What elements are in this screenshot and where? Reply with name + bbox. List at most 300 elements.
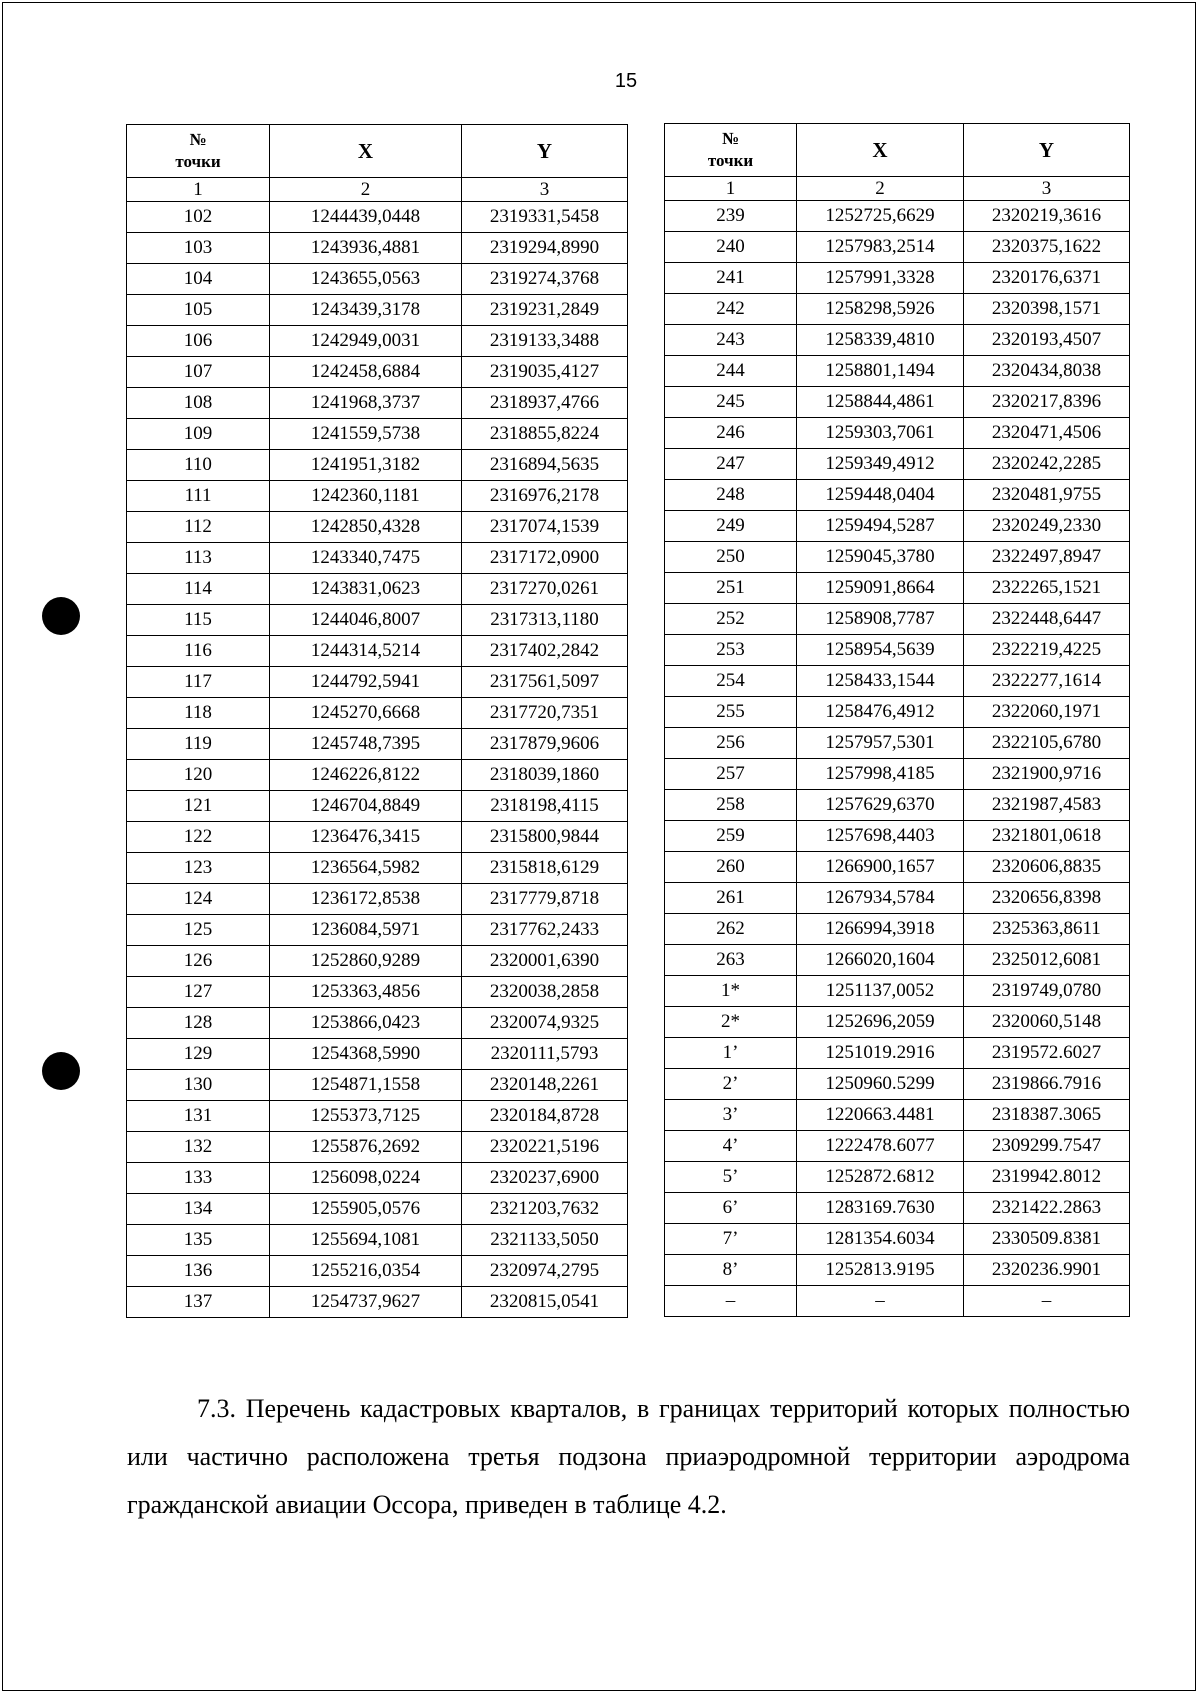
- point-number-cell: 112: [127, 512, 270, 543]
- table-row: [665, 1038, 1130, 1069]
- column-header-point-number: № точки: [665, 124, 797, 177]
- y-coordinate-cell: 2320242,2285: [964, 449, 1130, 480]
- table-row: [127, 1132, 628, 1163]
- table-row: [665, 1286, 1130, 1317]
- table-row: [665, 325, 1130, 356]
- table-row: [665, 945, 1130, 976]
- point-number-cell: 128: [127, 1008, 270, 1039]
- x-coordinate-cell: 1258954,5639: [797, 635, 964, 666]
- point-number-cell: 256: [665, 728, 797, 759]
- point-number-cell: 239: [665, 201, 797, 232]
- y-coordinate-cell: 2317313,1180: [462, 605, 628, 636]
- table-row: [127, 1101, 628, 1132]
- table-row: [127, 636, 628, 667]
- y-coordinate-cell: 2330509.8381: [964, 1224, 1130, 1255]
- y-coordinate-cell: 2322060,1971: [964, 697, 1130, 728]
- x-coordinate-cell: 1244439,0448: [270, 202, 462, 233]
- x-coordinate-cell: 1257991,3328: [797, 263, 964, 294]
- y-coordinate-cell: 2319331,5458: [462, 202, 628, 233]
- y-coordinate-cell: 2320606,8835: [964, 852, 1130, 883]
- point-number-cell: 123: [127, 853, 270, 884]
- y-coordinate-cell: 2318855,8224: [462, 419, 628, 450]
- point-number-cell: 242: [665, 294, 797, 325]
- x-coordinate-cell: 1254871,1558: [270, 1070, 462, 1101]
- y-coordinate-cell: 2322105,6780: [964, 728, 1130, 759]
- y-coordinate-cell: 2320481,9755: [964, 480, 1130, 511]
- table-row: [665, 511, 1130, 542]
- y-coordinate-cell: 2317172,0900: [462, 543, 628, 574]
- table-row: [665, 387, 1130, 418]
- x-coordinate-cell: 1222478.6077: [797, 1131, 964, 1162]
- x-coordinate-cell: 1244792,5941: [270, 667, 462, 698]
- table-row: [127, 481, 628, 512]
- x-coordinate-cell: 1243439,3178: [270, 295, 462, 326]
- x-coordinate-cell: 1258844,4861: [797, 387, 964, 418]
- table-row: [127, 233, 628, 264]
- x-coordinate-cell: 1259091,8664: [797, 573, 964, 604]
- point-number-cell: 4’: [665, 1131, 797, 1162]
- x-coordinate-cell: 1243655,0563: [270, 264, 462, 295]
- table-row: [127, 1225, 628, 1256]
- point-number-cell: 129: [127, 1039, 270, 1070]
- y-coordinate-cell: 2317720,7351: [462, 698, 628, 729]
- point-number-cell: 118: [127, 698, 270, 729]
- y-coordinate-cell: 2320217,8396: [964, 387, 1130, 418]
- table-row: [665, 232, 1130, 263]
- point-number-cell: 134: [127, 1194, 270, 1225]
- x-coordinate-cell: 1255216,0354: [270, 1256, 462, 1287]
- point-number-cell: 251: [665, 573, 797, 604]
- y-coordinate-cell: 2317762,2433: [462, 915, 628, 946]
- x-coordinate-cell: 1253363,4856: [270, 977, 462, 1008]
- y-coordinate-cell: 2319035,4127: [462, 357, 628, 388]
- section-paragraph: [127, 1385, 1130, 1529]
- x-coordinate-cell: 1236172,8538: [270, 884, 462, 915]
- point-number-cell: 130: [127, 1070, 270, 1101]
- y-coordinate-cell: 2320656,8398: [964, 883, 1130, 914]
- x-coordinate-cell: 1254368,5990: [270, 1039, 462, 1070]
- table-row: [665, 1193, 1130, 1224]
- x-coordinate-cell: 1246704,8849: [270, 791, 462, 822]
- table-row: [127, 853, 628, 884]
- y-coordinate-cell: 2322497,8947: [964, 542, 1130, 573]
- x-coordinate-cell: 1259303,7061: [797, 418, 964, 449]
- point-number-cell: 6’: [665, 1193, 797, 1224]
- y-coordinate-cell: 2320060,5148: [964, 1007, 1130, 1038]
- point-number-cell: 122: [127, 822, 270, 853]
- y-coordinate-cell: 2316976,2178: [462, 481, 628, 512]
- y-coordinate-cell: 2317074,1539: [462, 512, 628, 543]
- coordinates-table-left: [126, 124, 628, 1318]
- x-coordinate-cell: 1236084,5971: [270, 915, 462, 946]
- point-number-cell: 104: [127, 264, 270, 295]
- table-row: [665, 1224, 1130, 1255]
- column-number: 3: [462, 178, 628, 202]
- table-row: [127, 1163, 628, 1194]
- point-number-cell: 107: [127, 357, 270, 388]
- column-header-y: Y: [462, 125, 628, 178]
- table-row: [665, 1069, 1130, 1100]
- table-row: [665, 759, 1130, 790]
- y-coordinate-cell: 2318387.3065: [964, 1100, 1130, 1131]
- x-coordinate-cell: 1242360,1181: [270, 481, 462, 512]
- point-number-cell: 2*: [665, 1007, 797, 1038]
- table-row: [665, 542, 1130, 573]
- x-coordinate-cell: 1257698,4403: [797, 821, 964, 852]
- x-coordinate-cell: 1245748,7395: [270, 729, 462, 760]
- x-coordinate-cell: 1259045,3780: [797, 542, 964, 573]
- x-coordinate-cell: –: [797, 1286, 964, 1317]
- x-coordinate-cell: 1242850,4328: [270, 512, 462, 543]
- x-coordinate-cell: 1220663.4481: [797, 1100, 964, 1131]
- table-row: [127, 667, 628, 698]
- point-number-cell: 124: [127, 884, 270, 915]
- table-row: [127, 388, 628, 419]
- y-coordinate-cell: 2321422.2863: [964, 1193, 1130, 1224]
- y-coordinate-cell: 2321900,9716: [964, 759, 1130, 790]
- column-number: 1: [127, 178, 270, 202]
- x-coordinate-cell: 1243936,4881: [270, 233, 462, 264]
- table-row: [127, 326, 628, 357]
- table-row: [127, 977, 628, 1008]
- point-number-cell: 108: [127, 388, 270, 419]
- x-coordinate-cell: 1256098,0224: [270, 1163, 462, 1194]
- column-header-x: X: [270, 125, 462, 178]
- y-coordinate-cell: 2320815,0541: [462, 1287, 628, 1318]
- x-coordinate-cell: 1250960.5299: [797, 1069, 964, 1100]
- y-coordinate-cell: 2319572.6027: [964, 1038, 1130, 1069]
- y-coordinate-cell: 2320148,2261: [462, 1070, 628, 1101]
- y-coordinate-cell: 2320398,1571: [964, 294, 1130, 325]
- x-coordinate-cell: 1266020,1604: [797, 945, 964, 976]
- point-number-cell: 7’: [665, 1224, 797, 1255]
- point-number-cell: 250: [665, 542, 797, 573]
- point-number-cell: 241: [665, 263, 797, 294]
- table-row: [665, 852, 1130, 883]
- table-row: [665, 1100, 1130, 1131]
- y-coordinate-cell: 2319274,3768: [462, 264, 628, 295]
- table-row: [127, 698, 628, 729]
- y-coordinate-cell: 2317270,0261: [462, 574, 628, 605]
- y-coordinate-cell: 2319133,3488: [462, 326, 628, 357]
- point-number-cell: 137: [127, 1287, 270, 1318]
- table-row: [665, 914, 1130, 945]
- x-coordinate-cell: 1253866,0423: [270, 1008, 462, 1039]
- point-number-cell: 132: [127, 1132, 270, 1163]
- y-coordinate-cell: 2309299.7547: [964, 1131, 1130, 1162]
- column-header-x: X: [797, 124, 964, 177]
- y-coordinate-cell: 2320074,9325: [462, 1008, 628, 1039]
- y-coordinate-cell: 2320375,1622: [964, 232, 1130, 263]
- table-row: [665, 480, 1130, 511]
- y-coordinate-cell: 2321133,5050: [462, 1225, 628, 1256]
- x-coordinate-cell: 1236564,5982: [270, 853, 462, 884]
- x-coordinate-cell: 1252725,6629: [797, 201, 964, 232]
- point-number-cell: 127: [127, 977, 270, 1008]
- point-number-cell: 244: [665, 356, 797, 387]
- y-coordinate-cell: 2322448,6447: [964, 604, 1130, 635]
- point-number-cell: 258: [665, 790, 797, 821]
- table-row: [127, 1008, 628, 1039]
- y-coordinate-cell: 2320176,6371: [964, 263, 1130, 294]
- y-coordinate-cell: 2320249,2330: [964, 511, 1130, 542]
- column-number: 2: [270, 178, 462, 202]
- x-coordinate-cell: 1259448,0404: [797, 480, 964, 511]
- x-coordinate-cell: 1258476,4912: [797, 697, 964, 728]
- table-row: [127, 1039, 628, 1070]
- point-number-cell: 1*: [665, 976, 797, 1007]
- table-row: [665, 1007, 1130, 1038]
- table-row: [665, 573, 1130, 604]
- table-row: [665, 635, 1130, 666]
- y-coordinate-cell: 2320471,4506: [964, 418, 1130, 449]
- x-coordinate-cell: 1259494,5287: [797, 511, 964, 542]
- table-row: [665, 883, 1130, 914]
- point-number-cell: 257: [665, 759, 797, 790]
- punch-hole-mark: [42, 1052, 80, 1090]
- y-coordinate-cell: 2315818,6129: [462, 853, 628, 884]
- point-number-cell: 114: [127, 574, 270, 605]
- point-number-cell: 119: [127, 729, 270, 760]
- y-coordinate-cell: 2320193,4507: [964, 325, 1130, 356]
- table-row: [665, 821, 1130, 852]
- y-coordinate-cell: 2318039,1860: [462, 760, 628, 791]
- coordinates-table-right: [664, 123, 1130, 1317]
- punch-hole-mark: [42, 597, 80, 635]
- x-coordinate-cell: 1257957,5301: [797, 728, 964, 759]
- table-row: [127, 543, 628, 574]
- table-row: [665, 1255, 1130, 1286]
- x-coordinate-cell: 1255694,1081: [270, 1225, 462, 1256]
- point-number-cell: 245: [665, 387, 797, 418]
- point-number-cell: 260: [665, 852, 797, 883]
- x-coordinate-cell: 1251137,0052: [797, 976, 964, 1007]
- y-coordinate-cell: 2317561,5097: [462, 667, 628, 698]
- column-header-point-number: № точки: [127, 125, 270, 178]
- point-number-cell: 255: [665, 697, 797, 728]
- point-number-cell: 115: [127, 605, 270, 636]
- x-coordinate-cell: 1242458,6884: [270, 357, 462, 388]
- y-coordinate-cell: 2322219,4225: [964, 635, 1130, 666]
- y-coordinate-cell: 2317779,8718: [462, 884, 628, 915]
- column-number: 1: [665, 177, 797, 201]
- y-coordinate-cell: 2325012,6081: [964, 945, 1130, 976]
- y-coordinate-cell: 2320434,8038: [964, 356, 1130, 387]
- point-number-cell: 247: [665, 449, 797, 480]
- x-coordinate-cell: 1259349,4912: [797, 449, 964, 480]
- x-coordinate-cell: 1242949,0031: [270, 326, 462, 357]
- y-coordinate-cell: 2319942.8012: [964, 1162, 1130, 1193]
- table-row: [127, 884, 628, 915]
- table-row: [127, 729, 628, 760]
- x-coordinate-cell: 1267934,5784: [797, 883, 964, 914]
- point-number-cell: 131: [127, 1101, 270, 1132]
- table-row: [127, 1070, 628, 1101]
- y-coordinate-cell: 2319231,2849: [462, 295, 628, 326]
- table-row: [127, 357, 628, 388]
- paragraph-text: 7.3. Перечень кадастровых кварталов, в границах территорий которых полностью или частично расположена третья подзона приаэродромной территории аэродрома гражданской авиации Оссора, приведен в таблице 4.2.: [127, 1394, 1130, 1519]
- y-coordinate-cell: 2318937,4766: [462, 388, 628, 419]
- point-number-cell: 105: [127, 295, 270, 326]
- table-row: [127, 822, 628, 853]
- y-coordinate-cell: 2315800,9844: [462, 822, 628, 853]
- x-coordinate-cell: 1257998,4185: [797, 759, 964, 790]
- table-row: [665, 666, 1130, 697]
- y-coordinate-cell: 2320184,8728: [462, 1101, 628, 1132]
- point-number-cell: –: [665, 1286, 797, 1317]
- point-number-cell: 111: [127, 481, 270, 512]
- point-number-cell: 133: [127, 1163, 270, 1194]
- point-number-cell: 102: [127, 202, 270, 233]
- column-number: 3: [964, 177, 1130, 201]
- x-coordinate-cell: 1257629,6370: [797, 790, 964, 821]
- y-coordinate-cell: –: [964, 1286, 1130, 1317]
- point-number-cell: 120: [127, 760, 270, 791]
- x-coordinate-cell: 1241559,5738: [270, 419, 462, 450]
- y-coordinate-cell: 2317879,9606: [462, 729, 628, 760]
- y-coordinate-cell: 2325363,8611: [964, 914, 1130, 945]
- x-coordinate-cell: 1258298,5926: [797, 294, 964, 325]
- x-coordinate-cell: 1252872.6812: [797, 1162, 964, 1193]
- x-coordinate-cell: 1243831,0623: [270, 574, 462, 605]
- point-number-cell: 110: [127, 450, 270, 481]
- y-coordinate-cell: 2318198,4115: [462, 791, 628, 822]
- table-row: [127, 1194, 628, 1225]
- point-number-cell: 126: [127, 946, 270, 977]
- y-coordinate-cell: 2322277,1614: [964, 666, 1130, 697]
- table-row: [665, 1131, 1130, 1162]
- x-coordinate-cell: 1244314,5214: [270, 636, 462, 667]
- x-coordinate-cell: 1236476,3415: [270, 822, 462, 853]
- x-coordinate-cell: 1281354.6034: [797, 1224, 964, 1255]
- x-coordinate-cell: 1252813.9195: [797, 1255, 964, 1286]
- x-coordinate-cell: 1255373,7125: [270, 1101, 462, 1132]
- x-coordinate-cell: 1246226,8122: [270, 760, 462, 791]
- table-row: [127, 946, 628, 977]
- x-coordinate-cell: 1251019.2916: [797, 1038, 964, 1069]
- y-coordinate-cell: 2320219,3616: [964, 201, 1130, 232]
- point-number-cell: 253: [665, 635, 797, 666]
- x-coordinate-cell: 1241968,3737: [270, 388, 462, 419]
- x-coordinate-cell: 1243340,7475: [270, 543, 462, 574]
- x-coordinate-cell: 1258433,1544: [797, 666, 964, 697]
- point-number-cell: 248: [665, 480, 797, 511]
- point-number-cell: 121: [127, 791, 270, 822]
- x-coordinate-cell: 1266900,1657: [797, 852, 964, 883]
- table-row: [127, 1287, 628, 1318]
- table-row: [665, 976, 1130, 1007]
- table-row: [665, 604, 1130, 635]
- table-row: [127, 450, 628, 481]
- point-number-cell: 135: [127, 1225, 270, 1256]
- x-coordinate-cell: 1244046,8007: [270, 605, 462, 636]
- table-row: [665, 201, 1130, 232]
- point-number-cell: 263: [665, 945, 797, 976]
- x-coordinate-cell: 1252860,9289: [270, 946, 462, 977]
- y-coordinate-cell: 2322265,1521: [964, 573, 1130, 604]
- table-row: [127, 760, 628, 791]
- x-coordinate-cell: 1252696,2059: [797, 1007, 964, 1038]
- y-coordinate-cell: 2320221,5196: [462, 1132, 628, 1163]
- point-number-cell: 113: [127, 543, 270, 574]
- x-coordinate-cell: 1258801,1494: [797, 356, 964, 387]
- point-number-cell: 106: [127, 326, 270, 357]
- y-coordinate-cell: 2321801,0618: [964, 821, 1130, 852]
- point-number-cell: 116: [127, 636, 270, 667]
- table-row: [127, 574, 628, 605]
- y-coordinate-cell: 2319866.7916: [964, 1069, 1130, 1100]
- point-number-cell: 240: [665, 232, 797, 263]
- table-row: [127, 512, 628, 543]
- x-coordinate-cell: 1255876,2692: [270, 1132, 462, 1163]
- x-coordinate-cell: 1254737,9627: [270, 1287, 462, 1318]
- point-number-cell: 125: [127, 915, 270, 946]
- table-row: [665, 356, 1130, 387]
- point-number-cell: 117: [127, 667, 270, 698]
- point-number-cell: 1’: [665, 1038, 797, 1069]
- point-number-cell: 2’: [665, 1069, 797, 1100]
- column-number: 2: [797, 177, 964, 201]
- y-coordinate-cell: 2320038,2858: [462, 977, 628, 1008]
- table-row: [665, 418, 1130, 449]
- x-coordinate-cell: 1241951,3182: [270, 450, 462, 481]
- point-number-cell: 243: [665, 325, 797, 356]
- page-number: 15: [614, 70, 638, 92]
- point-number-cell: 261: [665, 883, 797, 914]
- y-coordinate-cell: 2320001,6390: [462, 946, 628, 977]
- table-row: [127, 915, 628, 946]
- y-coordinate-cell: 2320111,5793: [462, 1039, 628, 1070]
- table-row: [665, 728, 1130, 759]
- table-row: [665, 1162, 1130, 1193]
- y-coordinate-cell: 2319294,8990: [462, 233, 628, 264]
- point-number-cell: 259: [665, 821, 797, 852]
- point-number-cell: 3’: [665, 1100, 797, 1131]
- table-row: [665, 449, 1130, 480]
- point-number-cell: 246: [665, 418, 797, 449]
- point-number-cell: 103: [127, 233, 270, 264]
- table-row: [665, 697, 1130, 728]
- point-number-cell: 5’: [665, 1162, 797, 1193]
- x-coordinate-cell: 1245270,6668: [270, 698, 462, 729]
- table-row: [127, 202, 628, 233]
- point-number-cell: 254: [665, 666, 797, 697]
- table-row: [665, 263, 1130, 294]
- table-row: [127, 791, 628, 822]
- x-coordinate-cell: 1258908,7787: [797, 604, 964, 635]
- column-header-y: Y: [964, 124, 1130, 177]
- point-number-cell: 249: [665, 511, 797, 542]
- y-coordinate-cell: 2321987,4583: [964, 790, 1130, 821]
- y-coordinate-cell: 2317402,2842: [462, 636, 628, 667]
- y-coordinate-cell: 2320974,2795: [462, 1256, 628, 1287]
- table-row: [127, 1256, 628, 1287]
- point-number-cell: 252: [665, 604, 797, 635]
- x-coordinate-cell: 1283169.7630: [797, 1193, 964, 1224]
- table-row: [127, 419, 628, 450]
- y-coordinate-cell: 2316894,5635: [462, 450, 628, 481]
- x-coordinate-cell: 1255905,0576: [270, 1194, 462, 1225]
- table-row: [127, 295, 628, 326]
- table-row: [127, 605, 628, 636]
- point-number-cell: 136: [127, 1256, 270, 1287]
- y-coordinate-cell: 2319749,0780: [964, 976, 1130, 1007]
- table-row: [665, 790, 1130, 821]
- point-number-cell: 8’: [665, 1255, 797, 1286]
- x-coordinate-cell: 1258339,4810: [797, 325, 964, 356]
- table-row: [665, 294, 1130, 325]
- y-coordinate-cell: 2321203,7632: [462, 1194, 628, 1225]
